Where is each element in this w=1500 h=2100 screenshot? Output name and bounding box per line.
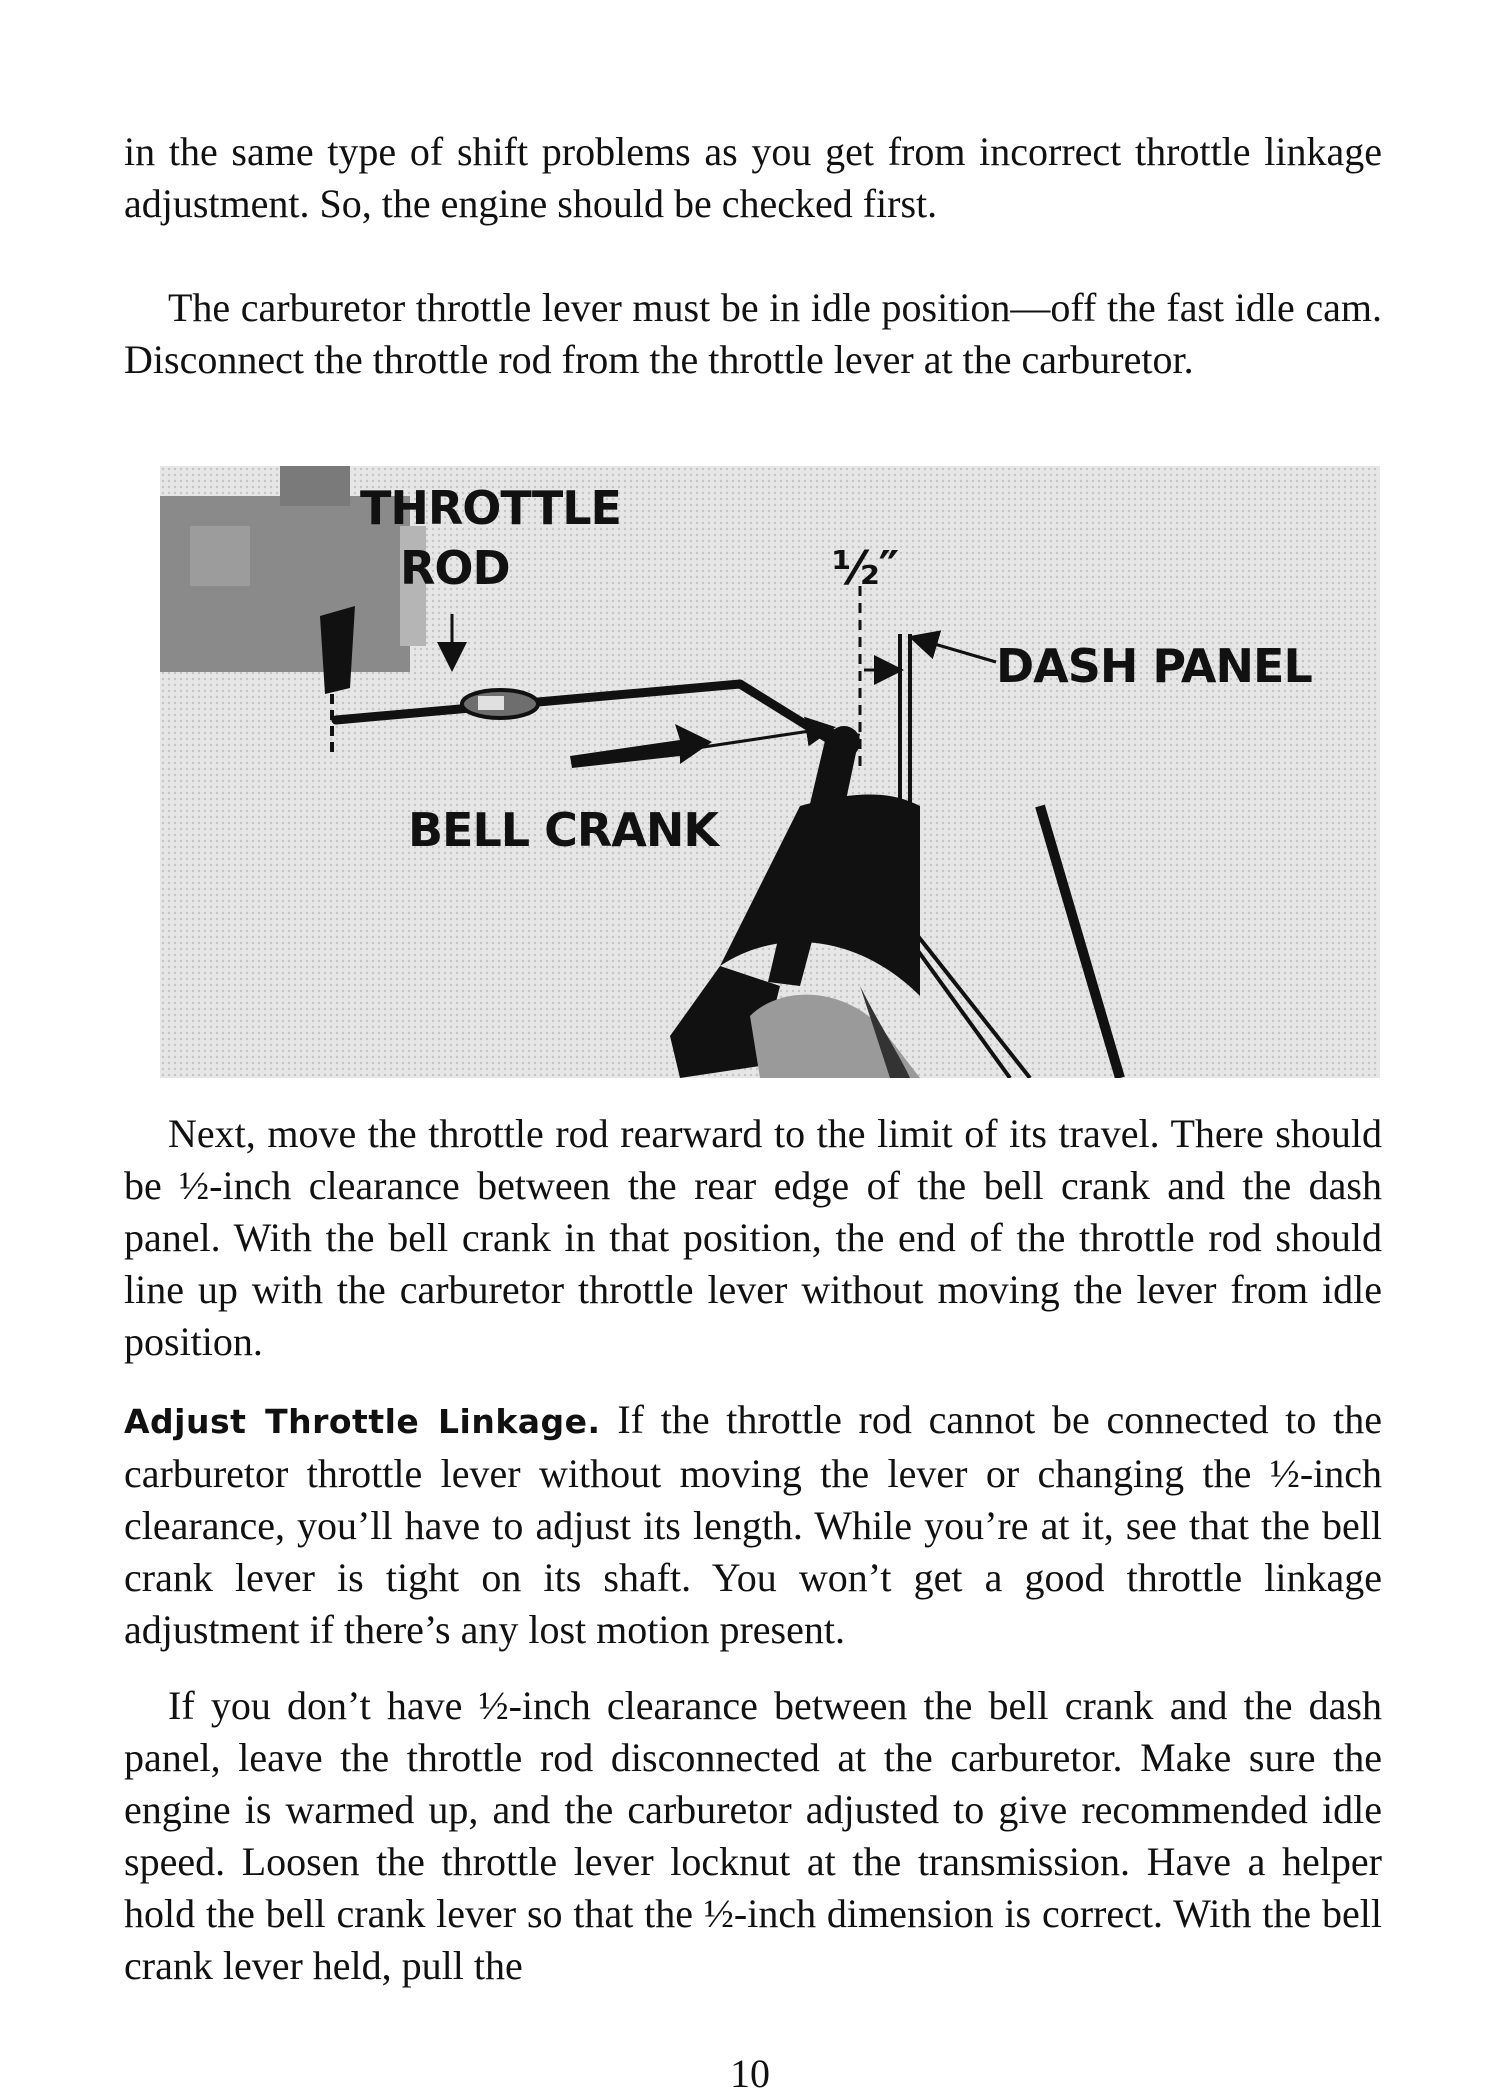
paragraph-4-body: If the throttle rod cannot be connected to the carburetor throttle lever without moving the lever or changing the ½-inch clearance, you’ll have to adjust its length. While you’re at it, see that the bell crank lever is tight on its shaft. You won’t get a good throttle linkage adjustment if there’s any lost motion present.	[124, 1397, 1383, 1652]
paragraph-1: in the same type of shift problems as you get from incorrect throttle linkage adjustment. So, the engine should be checked first.	[124, 129, 1382, 226]
paragraph-5: If you don’t have ½-inch clearance between the bell crank and the dash panel, leave the throttle rod disconnected at the carburetor. Make sure the engine is warmed up, and the carburetor adjusted to give recommended idle speed. Loosen the throttle lever locknut at the transmission. Have a helper hold the bell crank lever so that the ½-inch dimension is correct. With the bell crank lever held, pull the	[124, 1683, 1382, 1988]
label-rod: ROD	[400, 541, 510, 595]
paragraph-4	[124, 1394, 1382, 1656]
carburetor-throttle-lever	[320, 606, 355, 694]
label-half-inch: ½″	[832, 541, 899, 595]
throttle-linkage-illustration	[160, 466, 1380, 1078]
page-number: 10	[730, 2051, 770, 2096]
label-throttle: THROTTLE	[360, 481, 621, 535]
label-dash-panel: DASH PANEL	[996, 639, 1312, 693]
paragraph-4-heading: Adjust Throttle Linkage.	[124, 1402, 601, 1441]
label-bell-crank: BELL CRANK	[408, 803, 719, 857]
paragraph-2: The carburetor throttle lever must be in idle position—off the fast idle cam. Disconnect the throttle rod from the throttle lever at the carburetor.	[124, 285, 1382, 382]
paragraph-3: Next, move the throttle rod rearward to the limit of its travel. There should be ½-inch clearance between the rear edge of the bell crank and the dash panel. With the bell crank in that position, the end of the throttle rod should line up with the carburetor throttle lever without moving the lever from idle position.	[124, 1111, 1382, 1364]
